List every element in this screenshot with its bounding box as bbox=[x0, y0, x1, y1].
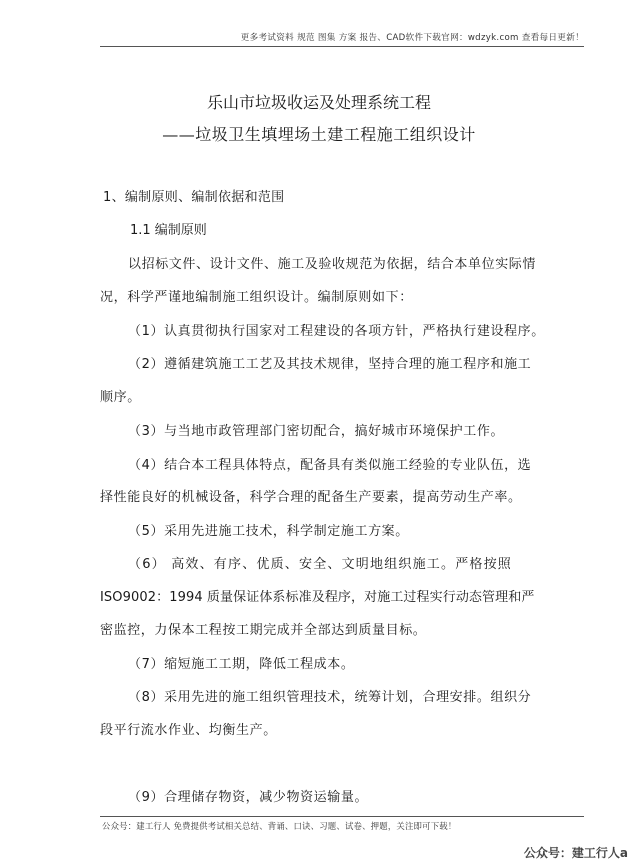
section-heading: 1、编制原则、编制依据和范围 bbox=[103, 190, 285, 205]
list-item-8-cont: 段平行流水作业、均衡生产。 bbox=[100, 723, 277, 738]
document-subtitle: ——垃圾卫生填埋场土建工程施工组织设计 bbox=[162, 125, 476, 144]
paragraph-line: 以招标文件、设计文件、施工及验收规范为依据，结合本单位实际情 bbox=[128, 257, 537, 272]
list-item-8: （8）采用先进的施工组织管理技术，统筹计划，合理安排。组织分 bbox=[128, 690, 532, 705]
list-item-6-cont: 密监控，力保本工程按工期完成并全部达到质量目标。 bbox=[100, 623, 427, 638]
subsection-heading: 1.1 编制原则 bbox=[130, 223, 207, 238]
list-item-2-cont: 顺序。 bbox=[100, 390, 141, 405]
page-footer-text: 公众号：建工行人 免费提供考试相关总结、背诵、口诀、习题、试卷、押题，关注即可下载！ bbox=[102, 821, 457, 831]
paragraph-line: 况，科学严谨地编制施工组织设计。编制原则如下： bbox=[100, 290, 413, 305]
header-divider bbox=[100, 46, 584, 47]
list-item-4-cont: 择性能良好的机械设备，科学合理的配备生产要素，提高劳动生产率。 bbox=[100, 490, 522, 505]
footer-divider bbox=[100, 816, 584, 817]
list-item-5: （5）采用先进施工技术，科学制定施工方案。 bbox=[128, 524, 409, 539]
list-item-4: （4）结合本工程具体特点，配备具有类似施工经验的专业队伍，选 bbox=[128, 458, 532, 473]
list-item-6-cont: ISO9002：1994 质量保证体系标准及程序，对施工过程实行动态管理和严 bbox=[100, 590, 535, 605]
document-title: 乐山市垃圾收运及处理系统工程 bbox=[206, 93, 431, 112]
list-item-3: （3）与当地市政管理部门密切配合，搞好城市环境保护工作。 bbox=[128, 424, 505, 439]
list-item-6: （6） 高效、有序、优质、安全、文明地组织施工。严格按照 bbox=[128, 557, 513, 572]
list-item-9: （9）合理储存物资，减少物资运输量。 bbox=[128, 790, 369, 805]
list-item-1: （1）认真贯彻执行国家对工程建设的各项方针，严格执行建设程序。 bbox=[128, 324, 545, 339]
watermark: 公众号：建工行人a bbox=[523, 846, 628, 860]
page-header-text: 更多考试资料 规范 图集 方案 报告、CAD软件下载官网：wdzyk.com 查看每日更新！ bbox=[240, 33, 584, 43]
list-item-7: （7）缩短施工工期，降低工程成本。 bbox=[128, 657, 355, 672]
list-item-2: （2）遵循建筑施工工艺及其技术规律，坚持合理的施工程序和施工 bbox=[128, 357, 532, 372]
